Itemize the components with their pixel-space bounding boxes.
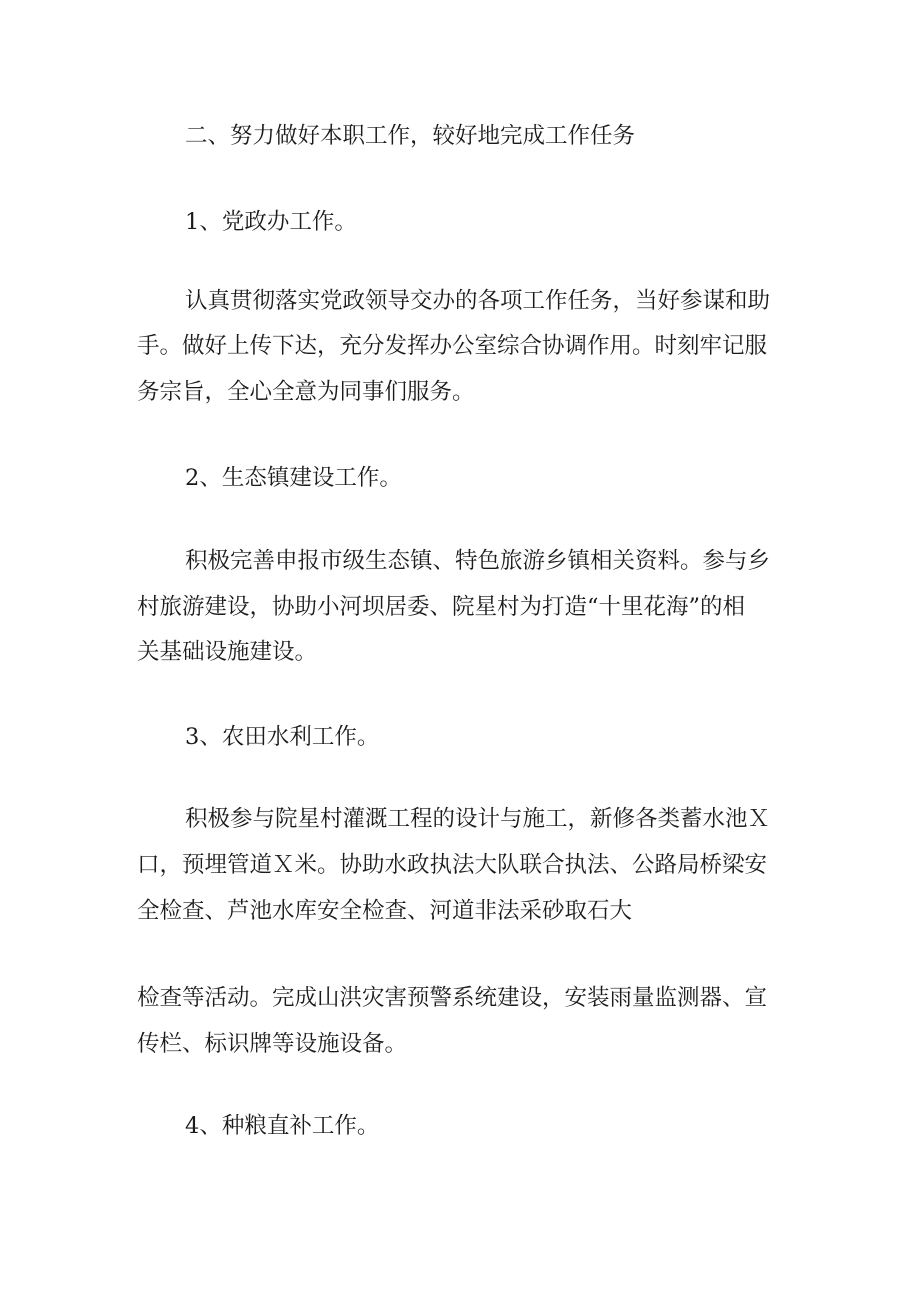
- item-heading-1: 1、党政办工作。: [185, 209, 357, 235]
- paragraph-line: 手。做好上传下达，充分发挥办公室综合协调作用。时刻牢记服: [137, 333, 768, 359]
- paragraph-line: 积极完善申报市级生态镇、特色旅游乡镇相关资料。参与乡: [185, 548, 771, 574]
- paragraph-line: 认真贯彻落实党政领导交办的各项工作任务，当好参谋和助: [185, 288, 771, 314]
- item-heading-3: 3、农田水利工作。: [185, 724, 380, 750]
- paragraph-line: 全检查、芦池水库安全检查、河道非法采砂取石大: [137, 898, 633, 924]
- item-heading-4: 4、种粮直补工作。: [185, 1113, 380, 1139]
- paragraph-line: 务宗旨，全心全意为同事们服务。: [137, 379, 475, 405]
- paragraph-line: 口，预埋管道Ｘ米。协助水政执法大队联合执法、公路局桥梁安: [137, 852, 768, 878]
- paragraph-line: 传栏、标识牌等设施设备。: [137, 1031, 408, 1057]
- section-heading: 二、努力做好本职工作，较好地完成工作任务: [185, 123, 636, 149]
- paragraph-line: 关基础设施建设。: [137, 639, 318, 665]
- paragraph-line: 检查等活动。完成山洪灾害预警系统建设，安装雨量监测器、宣: [137, 985, 768, 1011]
- paragraph-line: 村旅游建设，协助小河坝居委、院星村为打造“十里花海”的相: [137, 594, 746, 620]
- paragraph-line: 积极参与院星村灌溉工程的设计与施工，新修各类蓄水池Ｘ: [185, 806, 771, 832]
- item-heading-2: 2、生态镇建设工作。: [185, 465, 402, 491]
